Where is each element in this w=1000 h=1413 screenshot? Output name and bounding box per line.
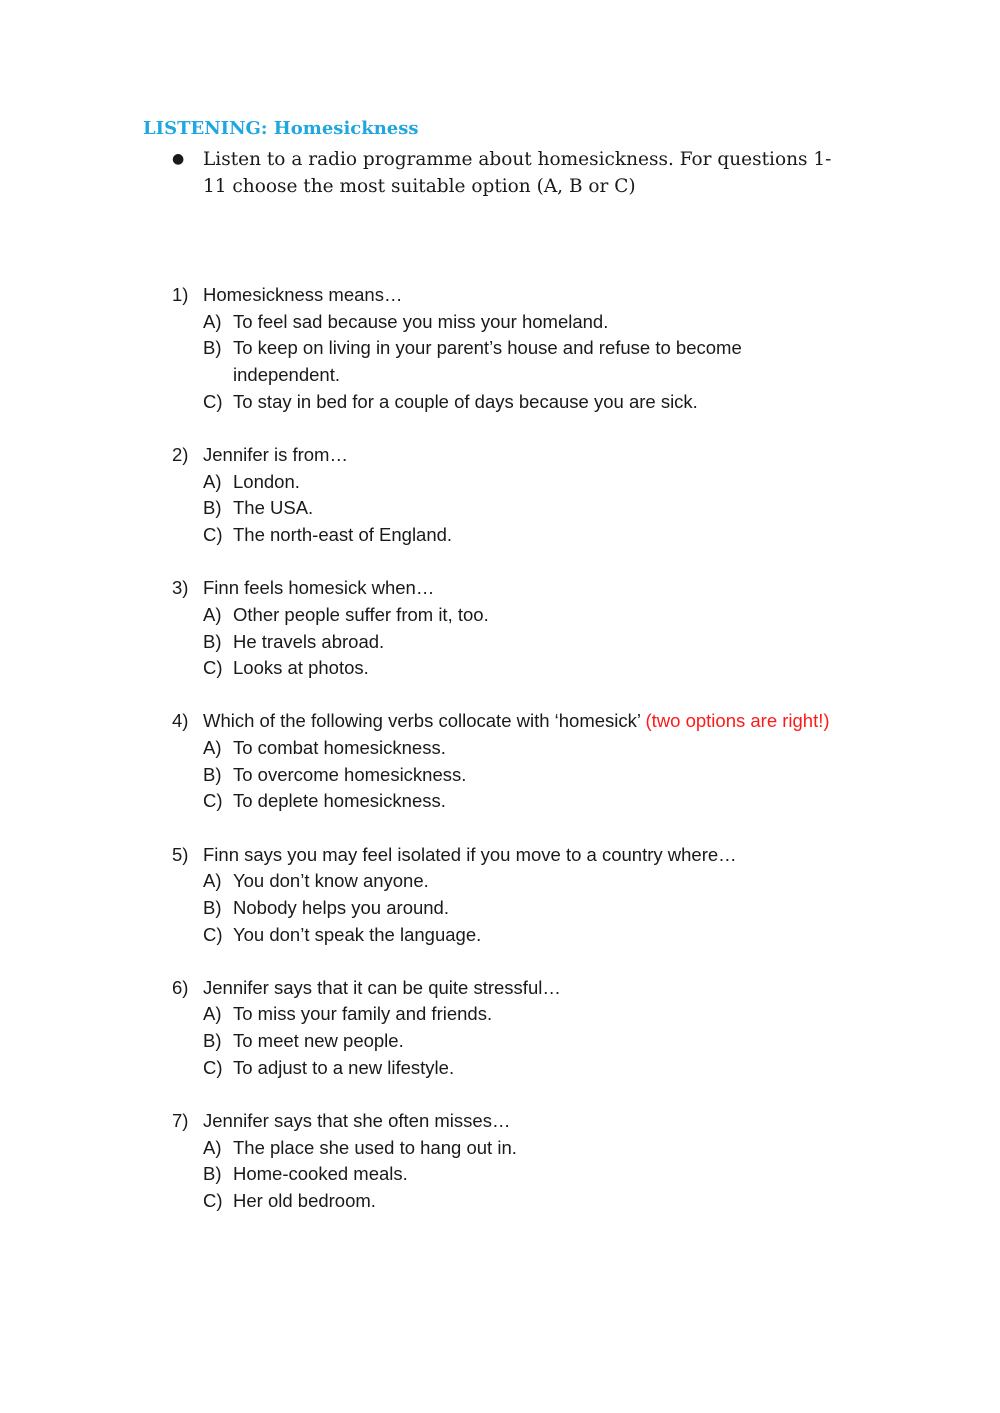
- question-1: [172, 282, 852, 416]
- question-text: Jennifer says that she often misses…: [203, 1109, 511, 1131]
- question-5: [172, 842, 852, 949]
- option-text: Looks at photos.: [233, 657, 369, 679]
- answer-option[interactable]: [172, 1028, 852, 1055]
- answer-option[interactable]: [172, 1161, 852, 1188]
- question-text: Finn says you may feel isolated if you move to a country where…: [203, 843, 737, 865]
- option-letter: C): [203, 390, 223, 412]
- option-letter: A): [203, 870, 222, 892]
- option-text: To miss your family and friends.: [233, 1003, 493, 1025]
- option-text: To meet new people.: [233, 1030, 404, 1052]
- option-text: You don’t speak the language.: [233, 923, 482, 945]
- option-text: You don’t know anyone.: [233, 870, 429, 892]
- option-letter: A): [203, 470, 222, 492]
- answer-option[interactable]: [172, 1001, 852, 1028]
- option-text: The USA.: [233, 497, 314, 519]
- option-letter: B): [203, 1030, 222, 1052]
- option-letter: C): [203, 524, 223, 546]
- option-letter: A): [203, 603, 222, 625]
- question-text-wrap: [203, 282, 852, 309]
- bullet-icon: ●: [172, 151, 185, 167]
- question-list: [172, 282, 852, 1241]
- answer-option[interactable]: [172, 1135, 852, 1162]
- option-text: Home-cooked meals.: [233, 1163, 408, 1185]
- question-number: 7): [172, 1109, 189, 1131]
- option-letter: A): [203, 310, 222, 332]
- question-text: Jennifer says that it can be quite stressful…: [203, 976, 561, 998]
- question-2: [172, 442, 852, 549]
- question-number: 4): [172, 710, 189, 732]
- option-text: To deplete homesickness.: [233, 790, 446, 812]
- answer-option[interactable]: [172, 335, 852, 388]
- answer-option[interactable]: [172, 922, 852, 949]
- option-letter: C): [203, 1056, 223, 1078]
- question-note: (two options are right!): [645, 710, 830, 732]
- question-text: Which of the following verbs collocate with ‘homesick’: [203, 710, 646, 732]
- answer-option[interactable]: [172, 629, 852, 656]
- answer-option[interactable]: [172, 309, 852, 336]
- question-text-wrap: [203, 842, 852, 869]
- answer-option[interactable]: [172, 1055, 852, 1082]
- question-number: 5): [172, 843, 189, 865]
- question-stem: [172, 1108, 852, 1135]
- option-text: To feel sad because you miss your homeland.: [233, 310, 609, 332]
- question-stem: [172, 975, 852, 1002]
- answer-option[interactable]: [172, 602, 852, 629]
- question-stem: [172, 842, 852, 869]
- answer-option[interactable]: [172, 1188, 852, 1215]
- option-text: Nobody helps you around.: [233, 896, 449, 918]
- option-letter: A): [203, 1136, 222, 1158]
- answer-option[interactable]: [172, 762, 852, 789]
- option-text: Her old bedroom.: [233, 1190, 376, 1212]
- option-letter: A): [203, 1003, 222, 1025]
- option-text: Other people suffer from it, too.: [233, 603, 489, 625]
- option-text: He travels abroad.: [233, 630, 385, 652]
- option-letter: C): [203, 790, 223, 812]
- question-stem: [172, 575, 852, 602]
- question-text: Homesickness means…: [203, 284, 403, 305]
- option-letter: A): [203, 737, 222, 759]
- option-letter: C): [203, 657, 223, 679]
- option-letter: B): [203, 1163, 222, 1185]
- question-text-wrap: [203, 975, 852, 1002]
- question-text: Jennifer is from…: [203, 443, 348, 465]
- question-text-wrap: [203, 442, 852, 469]
- option-letter: B): [203, 896, 222, 918]
- option-text: To stay in bed for a couple of days because you are sick.: [233, 390, 698, 412]
- question-text-wrap: [203, 1108, 852, 1135]
- worksheet-title: LISTENING: Homesickness: [143, 118, 419, 139]
- option-letter: B): [203, 630, 222, 652]
- answer-option[interactable]: [172, 895, 852, 922]
- option-letter: C): [203, 923, 223, 945]
- answer-option[interactable]: [172, 522, 852, 549]
- question-stem: [172, 442, 852, 469]
- answer-option[interactable]: [172, 868, 852, 895]
- answer-option[interactable]: [172, 389, 852, 416]
- question-4: [172, 708, 852, 815]
- option-letter: C): [203, 1190, 223, 1212]
- question-7: [172, 1108, 852, 1215]
- question-text-wrap: [203, 575, 852, 602]
- question-number: 1): [172, 284, 189, 305]
- option-text: The place she used to hang out in.: [233, 1136, 517, 1158]
- option-text: To keep on living in your parent’s house and refuse to become independent.: [233, 337, 742, 386]
- option-text: To overcome homesickness.: [233, 763, 467, 785]
- option-letter: B): [203, 497, 222, 519]
- option-text: The north-east of England.: [233, 524, 453, 546]
- option-letter: B): [203, 763, 222, 785]
- option-text: London.: [233, 470, 300, 492]
- answer-option[interactable]: [172, 469, 852, 496]
- instructions-text: Listen to a radio programme about homesickness. For questions 1-11 choose the most suitable option (A, B or C): [203, 149, 832, 197]
- question-text: Finn feels homesick when…: [203, 577, 435, 599]
- question-number: 6): [172, 976, 189, 998]
- question-number: 3): [172, 577, 189, 599]
- question-3: [172, 575, 852, 682]
- option-text: To combat homesickness.: [233, 737, 446, 759]
- answer-option[interactable]: [172, 495, 852, 522]
- question-6: [172, 975, 852, 1082]
- question-stem: [172, 282, 852, 309]
- question-text-wrap: [203, 708, 852, 735]
- option-letter: B): [203, 337, 222, 359]
- question-number: 2): [172, 443, 189, 465]
- answer-option[interactable]: [172, 735, 852, 762]
- answer-option[interactable]: [172, 655, 852, 682]
- answer-option[interactable]: [172, 788, 852, 815]
- instructions-item: [172, 146, 852, 200]
- option-text: To adjust to a new lifestyle.: [233, 1056, 455, 1078]
- question-stem: [172, 708, 852, 735]
